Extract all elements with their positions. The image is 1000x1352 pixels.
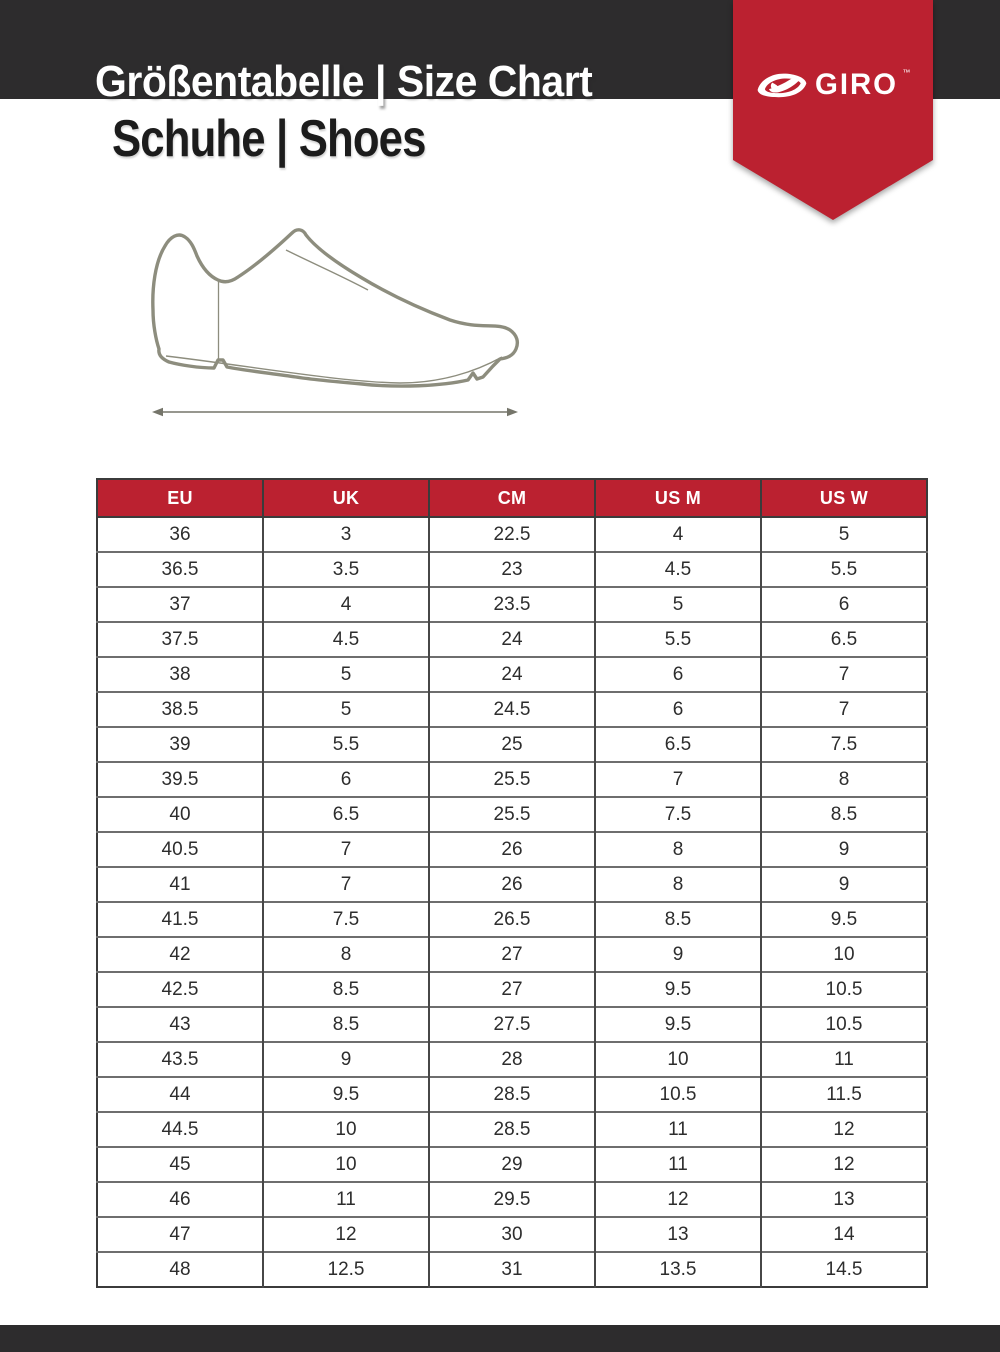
table-cell: 7.5: [595, 797, 761, 832]
cycling-shoe-side-outline: [153, 230, 518, 386]
table-cell: 4: [263, 587, 429, 622]
table-row: [97, 937, 927, 972]
table-cell: 10: [761, 937, 927, 972]
table-cell: 5.5: [263, 727, 429, 762]
table-cell: 7: [761, 657, 927, 692]
table-cell: 7.5: [263, 902, 429, 937]
table-cell: 4: [595, 517, 761, 552]
table-cell: 10: [263, 1112, 429, 1147]
table-cell: 37: [97, 587, 263, 622]
table-cell: 29: [429, 1147, 595, 1182]
table-row: [97, 832, 927, 867]
table-cell: 24: [429, 622, 595, 657]
table-cell: 38: [97, 657, 263, 692]
table-cell: 46: [97, 1182, 263, 1217]
brand-ribbon: [733, 0, 933, 220]
table-row: [97, 902, 927, 937]
table-row: [97, 1182, 927, 1217]
table-cell: 11: [595, 1147, 761, 1182]
table-cell: 10: [263, 1147, 429, 1182]
table-cell: 24: [429, 657, 595, 692]
table-cell: 5: [263, 692, 429, 727]
table-cell: 11.5: [761, 1077, 927, 1112]
table-cell: 8.5: [263, 1007, 429, 1042]
table-row: [97, 1112, 927, 1147]
table-cell: 26.5: [429, 902, 595, 937]
table-cell: 28.5: [429, 1077, 595, 1112]
table-cell: 44.5: [97, 1112, 263, 1147]
table-cell: 27: [429, 937, 595, 972]
table-cell: 37.5: [97, 622, 263, 657]
table-cell: 10.5: [761, 1007, 927, 1042]
table-cell: 6: [595, 692, 761, 727]
column-header: US M: [595, 479, 761, 517]
table-cell: 40: [97, 797, 263, 832]
size-table: [96, 478, 928, 1288]
table-cell: 14.5: [761, 1252, 927, 1287]
table-cell: 39: [97, 727, 263, 762]
table-cell: 6.5: [761, 622, 927, 657]
table-cell: 23.5: [429, 587, 595, 622]
table-cell: 43.5: [97, 1042, 263, 1077]
table-cell: 26: [429, 867, 595, 902]
table-cell: 27: [429, 972, 595, 1007]
table-cell: 12: [263, 1217, 429, 1252]
table-cell: 9.5: [595, 972, 761, 1007]
table-row: [97, 1077, 927, 1112]
table-cell: 6: [761, 587, 927, 622]
column-header: CM: [429, 479, 595, 517]
table-cell: 47: [97, 1217, 263, 1252]
table-cell: 8.5: [263, 972, 429, 1007]
table-cell: 48: [97, 1252, 263, 1287]
table-cell: 4.5: [263, 622, 429, 657]
table-cell: 41.5: [97, 902, 263, 937]
table-cell: 25: [429, 727, 595, 762]
table-cell: 27.5: [429, 1007, 595, 1042]
table-cell: 7: [761, 692, 927, 727]
table-cell: 26: [429, 832, 595, 867]
table-row: [97, 657, 927, 692]
page-title: Größentabelle | Size Chart: [95, 57, 593, 106]
table-cell: 8.5: [761, 797, 927, 832]
table-cell: 31: [429, 1252, 595, 1287]
table-cell: 28: [429, 1042, 595, 1077]
table-cell: 9: [263, 1042, 429, 1077]
table-cell: 3.5: [263, 552, 429, 587]
table-cell: 5: [263, 657, 429, 692]
table-cell: 5: [761, 517, 927, 552]
table-cell: 14: [761, 1217, 927, 1252]
table-cell: 41: [97, 867, 263, 902]
table-cell: 5: [595, 587, 761, 622]
table-row: [97, 727, 927, 762]
table-cell: 10.5: [761, 972, 927, 1007]
table-cell: 5.5: [761, 552, 927, 587]
table-cell: 36.5: [97, 552, 263, 587]
table-cell: 13.5: [595, 1252, 761, 1287]
table-cell: 29.5: [429, 1182, 595, 1217]
table-cell: 12: [761, 1147, 927, 1182]
table-cell: 42.5: [97, 972, 263, 1007]
size-table-head: [97, 479, 927, 517]
giro-wordmark: GIRO: [814, 68, 898, 101]
page-subtitle: Schuhe | Shoes: [112, 110, 426, 168]
table-cell: 12: [761, 1112, 927, 1147]
table-row: [97, 1147, 927, 1182]
table-cell: 39.5: [97, 762, 263, 797]
table-cell: 11: [263, 1182, 429, 1217]
shoe-length-diagram: [100, 210, 560, 440]
table-cell: 8: [761, 762, 927, 797]
column-header: US W: [761, 479, 927, 517]
table-row: [97, 692, 927, 727]
table-row: [97, 1007, 927, 1042]
table-cell: 4.5: [595, 552, 761, 587]
footer-bar: [0, 1325, 1000, 1352]
table-cell: 9.5: [595, 1007, 761, 1042]
column-header: EU: [97, 479, 263, 517]
table-cell: 12: [595, 1182, 761, 1217]
table-cell: 40.5: [97, 832, 263, 867]
table-cell: 3: [263, 517, 429, 552]
ribbon-shape: [733, 0, 933, 220]
giro-eye-icon: [756, 72, 808, 98]
table-cell: 6: [595, 657, 761, 692]
table-row: [97, 1217, 927, 1252]
table-cell: 7: [263, 867, 429, 902]
table-cell: 11: [761, 1042, 927, 1077]
table-row: [97, 1042, 927, 1077]
table-cell: 7.5: [761, 727, 927, 762]
table-row: [97, 622, 927, 657]
table-row: [97, 797, 927, 832]
table-cell: 6: [263, 762, 429, 797]
table-cell: 22.5: [429, 517, 595, 552]
double-headed-length-arrow: [152, 408, 518, 416]
table-cell: 36: [97, 517, 263, 552]
table-cell: 6.5: [263, 797, 429, 832]
table-cell: 8.5: [595, 902, 761, 937]
table-cell: 42: [97, 937, 263, 972]
table-cell: 7: [263, 832, 429, 867]
table-cell: 11: [595, 1112, 761, 1147]
table-cell: 25.5: [429, 762, 595, 797]
table-cell: 12.5: [263, 1252, 429, 1287]
table-cell: 10.5: [595, 1077, 761, 1112]
column-header: UK: [263, 479, 429, 517]
table-row: [97, 1252, 927, 1287]
table-cell: 38.5: [97, 692, 263, 727]
table-row: [97, 762, 927, 797]
table-row: [97, 517, 927, 552]
table-cell: 8: [595, 832, 761, 867]
table-cell: 28.5: [429, 1112, 595, 1147]
size-table-body: [97, 517, 927, 1287]
table-cell: 45: [97, 1147, 263, 1182]
table-cell: 9.5: [263, 1077, 429, 1112]
table-cell: 30: [429, 1217, 595, 1252]
table-cell: 6.5: [595, 727, 761, 762]
table-cell: 43: [97, 1007, 263, 1042]
table-cell: 8: [263, 937, 429, 972]
table-row: [97, 972, 927, 1007]
table-cell: 13: [761, 1182, 927, 1217]
table-row: [97, 552, 927, 587]
table-cell: 24.5: [429, 692, 595, 727]
size-table-header-row: [97, 479, 927, 517]
table-row: [97, 867, 927, 902]
table-cell: 9: [595, 937, 761, 972]
table-cell: 10: [595, 1042, 761, 1077]
table-cell: 9: [761, 867, 927, 902]
table-cell: 8: [595, 867, 761, 902]
table-cell: 13: [595, 1217, 761, 1252]
trademark-symbol: ™: [902, 68, 911, 77]
table-cell: 9.5: [761, 902, 927, 937]
giro-logo: [733, 70, 933, 100]
table-cell: 9: [761, 832, 927, 867]
table-cell: 5.5: [595, 622, 761, 657]
table-row: [97, 587, 927, 622]
table-cell: 7: [595, 762, 761, 797]
table-cell: 23: [429, 552, 595, 587]
table-cell: 44: [97, 1077, 263, 1112]
table-cell: 25.5: [429, 797, 595, 832]
